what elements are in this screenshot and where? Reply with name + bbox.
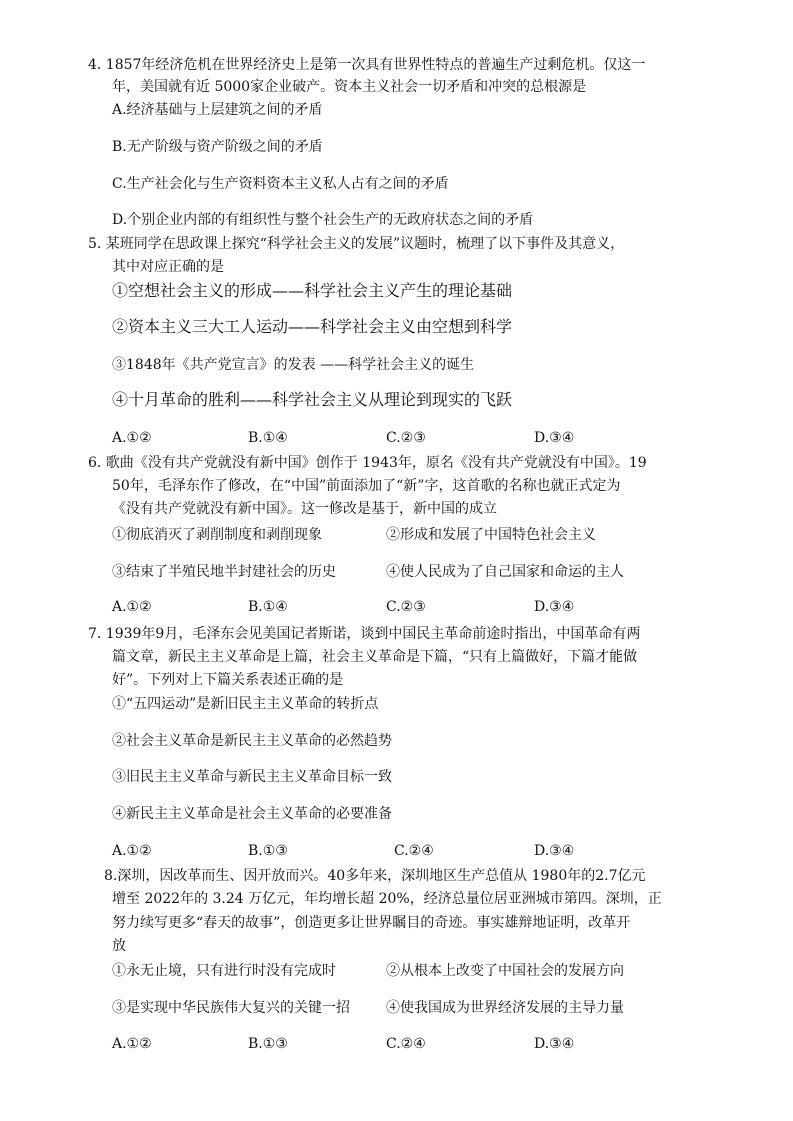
q5-statement-4: ④十月革命的胜利——科学社会主义从理论到现实的飞跃: [112, 390, 513, 409]
q5-option-d: D.③④: [534, 430, 575, 446]
q4-option-c: C.生产社会化与生产资料资本主义私人占有之间的矛盾: [112, 176, 449, 192]
q8-statement-3: ③是实现中华民族伟大复兴的关键一招: [112, 1000, 350, 1016]
q6-option-c: C.②③: [386, 599, 426, 615]
q8-option-a: A.①②: [112, 1036, 152, 1052]
q5-statement-2: ②资本主义三大工人运动——科学社会主义由空想到科学: [112, 317, 513, 336]
q8-option-d: D.③④: [534, 1036, 575, 1052]
q4-stem-line-1: 4. 1857年经济危机在世界经济史上是第一次具有世界性特点的普遍生产过剩危机。仅这一: [88, 57, 646, 73]
q5-statement-1: ①空想社会主义的形成——科学社会主义产生的理论基础: [112, 281, 513, 300]
q7-stem-line-2: 篇文章，新民主主义革命是上篇，社会主义革命是下篇，“只有上篇做好，下篇才能做: [112, 649, 638, 665]
q5-option-c: C.②③: [386, 430, 426, 446]
q7-statement-1: ①“五四运动”是新旧民主主义革命的转折点: [112, 696, 379, 712]
q6-statement-1: ①彻底消灭了剥削制度和剥削现象: [112, 527, 322, 543]
q4-option-a: A.经济基础与上层建筑之间的矛盾: [112, 102, 323, 118]
q5-option-a: A.①②: [112, 430, 152, 446]
q7-statement-2: ②社会主义革命是新民主主义革命的必然趋势: [112, 733, 392, 749]
q7-option-b: B.①③: [248, 843, 288, 859]
q5-stem-line-1: 5. 某班同学在思政课上探究“科学社会主义的发展”议题时，梳理了以下事件及其意义，: [88, 236, 625, 252]
q6-stem-line-3: 《没有共产党就没有新中国》。这一修改是基于，新中国的成立: [112, 501, 497, 517]
q6-option-d: D.③④: [534, 599, 575, 615]
q4-option-b: B.无产阶级与资产阶级之间的矛盾: [112, 139, 323, 155]
q6-option-b: B.①④: [248, 599, 288, 615]
q6-option-a: A.①②: [112, 599, 152, 615]
q6-stem-line-2: 50年，毛泽东作了修改，在“中国”前面添加了“新”字，这首歌的名称也就正式定为: [112, 478, 621, 494]
q7-stem-line-3: 好”。下列对上下篇关系表述正确的是: [112, 672, 344, 688]
q7-option-a: A.①②: [112, 843, 152, 859]
q8-stem-line-4: 放: [112, 938, 126, 954]
q6-statement-4: ④使人民成为了自己国家和命运的主人: [386, 564, 624, 580]
q8-option-c: C.②④: [386, 1036, 426, 1052]
q8-stem-line-2: 增至 2022年的 3.24 万亿元，年均增长超 20%，经济总量位居亚洲城市第四。深圳，正: [112, 891, 662, 907]
q4-stem-line-2: 年，美国就有近 5000家企业破产。资本主义社会一切矛盾和冲突的总根源是: [112, 79, 587, 95]
q8-option-b: B.①③: [248, 1036, 288, 1052]
q8-statement-1: ①永无止境，只有进行时没有完成时: [112, 963, 336, 979]
q7-option-d: D.③④: [534, 843, 575, 859]
q8-statement-4: ④使我国成为世界经济发展的主导力量: [386, 1000, 624, 1016]
q8-stem-line-3: 努力续写更多“春天的故事”，创造更多让世界瞩目的奇迹。事实雄辩地证明，改革开: [112, 915, 631, 931]
q5-statement-3: ③1848年《共产党宣言》的发表 ——科学社会主义的诞生: [112, 357, 475, 373]
q4-option-d: D.个别企业内部的有组织性与整个社会生产的无政府状态之间的矛盾: [112, 212, 534, 228]
q7-statement-3: ③旧民主主义革命与新民主主义革命目标一致: [112, 769, 392, 785]
q7-statement-4: ④新民主主义革命是社会主义革命的必要准备: [112, 806, 392, 822]
q6-statement-3: ③结束了半殖民地半封建社会的历史: [112, 564, 336, 580]
q7-stem-line-1: 7. 1939年9月，毛泽东会见美国记者斯诺，谈到中国民主革命前途时指出，中国革命有两: [88, 626, 641, 642]
q7-option-c: C.②④: [394, 843, 434, 859]
q6-statement-2: ②形成和发展了中国特色社会主义: [386, 527, 596, 543]
q5-option-b: B.①④: [248, 430, 288, 446]
q6-stem-line-1: 6. 歌曲《没有共产党就没有新中国》创作于 1943年，原名《没有共产党就没有中国》。19: [88, 455, 647, 471]
q8-statement-2: ②从根本上改变了中国社会的发展方向: [386, 963, 624, 979]
q5-stem-line-2: 其中对应正确的是: [112, 259, 224, 275]
q8-stem-line-1: 8.深圳，因改革而生、因开放而兴。40多年来，深圳地区生产总值从 1980年的2.7亿元: [104, 868, 646, 884]
